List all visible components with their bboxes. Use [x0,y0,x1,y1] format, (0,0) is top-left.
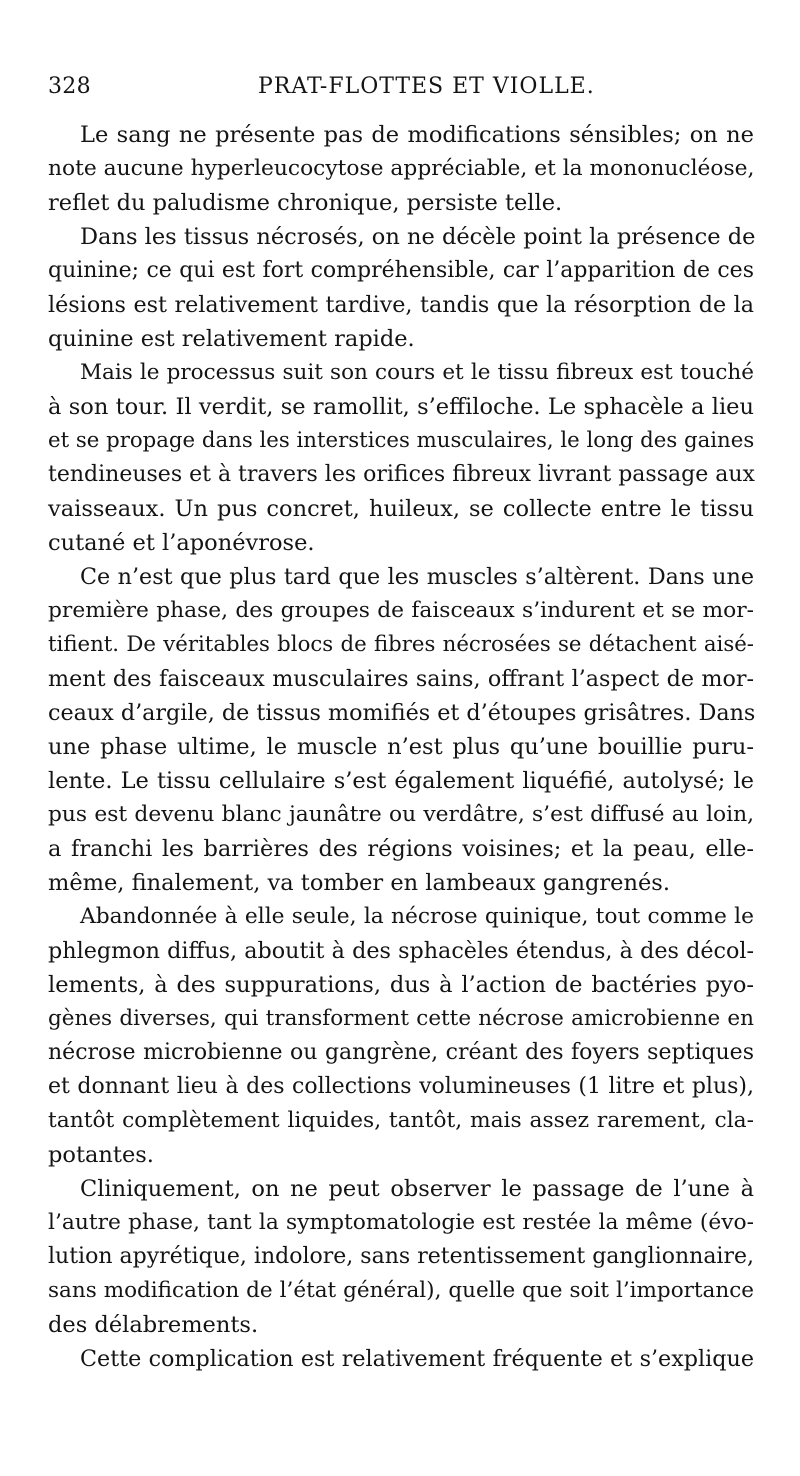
text-line: a franchi les barrières des régions voisines; et la peau, elle- [48,836,754,862]
text-line: Mais le processus suit son cours et le tissu fibreux est touché [80,360,754,385]
text-line: lente. Le tissu cellulaire s’est également liquéfié, autolysé; le [48,768,754,794]
text-line: potantes. [48,1142,154,1168]
text-line: quinine est relativement rapide. [48,326,415,352]
text-line: phlegmon diffus, aboutit à des sphacèles étendus, à des décol- [48,938,754,964]
text-line: lésions est relativement tardive, tandis que la résorption de la [48,292,754,318]
text-line: ceaux d’argile, de tissus momifiés et d’étoupes grisâtres. Dans [48,700,756,726]
text-line: même, finalement, va tomber en lambeaux gangrenés. [48,870,671,896]
text-line: Cliniquement, on ne peut observer le passage de l’une à [80,1176,754,1202]
text-line: première phase, des groupes de faisceaux s’indurent et se mor- [48,598,754,623]
text-line: Dans les tissus nécrosés, on ne décèle point la présence de [80,224,756,250]
running-title: PRAT-FLOTTES ET VIOLLE. [258,74,595,99]
text-line: Cette complication est relativement fréquente et s’explique [80,1346,754,1372]
running-head [48,74,750,104]
text-line: tendineuses et à travers les orifices fibreux livrant passage aux [48,462,755,487]
text-line: nécrose microbienne ou gangrène, créant des foyers septiques [48,1040,754,1065]
text-line: lements, à des suppurations, dus à l’action de bactéries pyo- [48,972,754,998]
text-line: tantôt complètement liquides, tantôt, mais assez rarement, cla- [48,1108,754,1133]
text-line: tifient. De véritables blocs de fibres nécrosées se détachent aisé- [48,632,754,657]
text-line: reflet du paludisme chronique, persiste telle. [48,190,563,216]
text-line: pus est devenu blanc jaunâtre ou verdâtre, s’est diffusé au loin, [48,802,754,827]
text-line: et donnant lieu à des collections volumineuses (1 litre et plus), [48,1074,754,1099]
page-number: 328 [48,74,91,99]
text-line: à son tour. Il verdit, se ramollit, s’effiloche. Le sphacèle a lieu [48,394,754,420]
text-line: Ce n’est que plus tard que les muscles s’altèrent. Dans une [80,564,754,590]
text-line: une phase ultime, le muscle n’est plus qu’une bouillie puru- [48,734,754,760]
text-line: l’autre phase, tant la symptomatologie est restée la même (évo- [48,1210,754,1235]
text-line: ment des faisceaux musculaires sains, offrant l’aspect de mor- [48,666,754,692]
text-line: des délabrements. [48,1312,259,1338]
text-line: Abandonnée à elle seule, la nécrose quinique, tout comme le [80,904,754,929]
text-line: gènes diverses, qui transforment cette nécrose amicrobienne en [48,1006,754,1031]
text-line: Le sang ne présente pas de modifications sénsibles; on ne [80,122,754,148]
text-line: lution apyrétique, indolore, sans retentissement ganglionnaire, [48,1244,754,1269]
text-line: et se propage dans les interstices musculaires, le long des gaines [48,428,755,453]
body-text [48,118,754,1376]
text-line: cutané et l’aponévrose. [48,530,315,556]
text-line: quinine; ce qui est fort compréhensible, car l’apparition de ces [48,258,754,283]
text-line: sans modification de l’état général), quelle que soit l’importance [48,1278,754,1303]
text-line: note aucune hyperleucocytose appréciable, et la mononucléose, [48,156,755,181]
text-line: vaisseaux. Un pus concret, huileux, se collecte entre le tissu [48,496,754,522]
